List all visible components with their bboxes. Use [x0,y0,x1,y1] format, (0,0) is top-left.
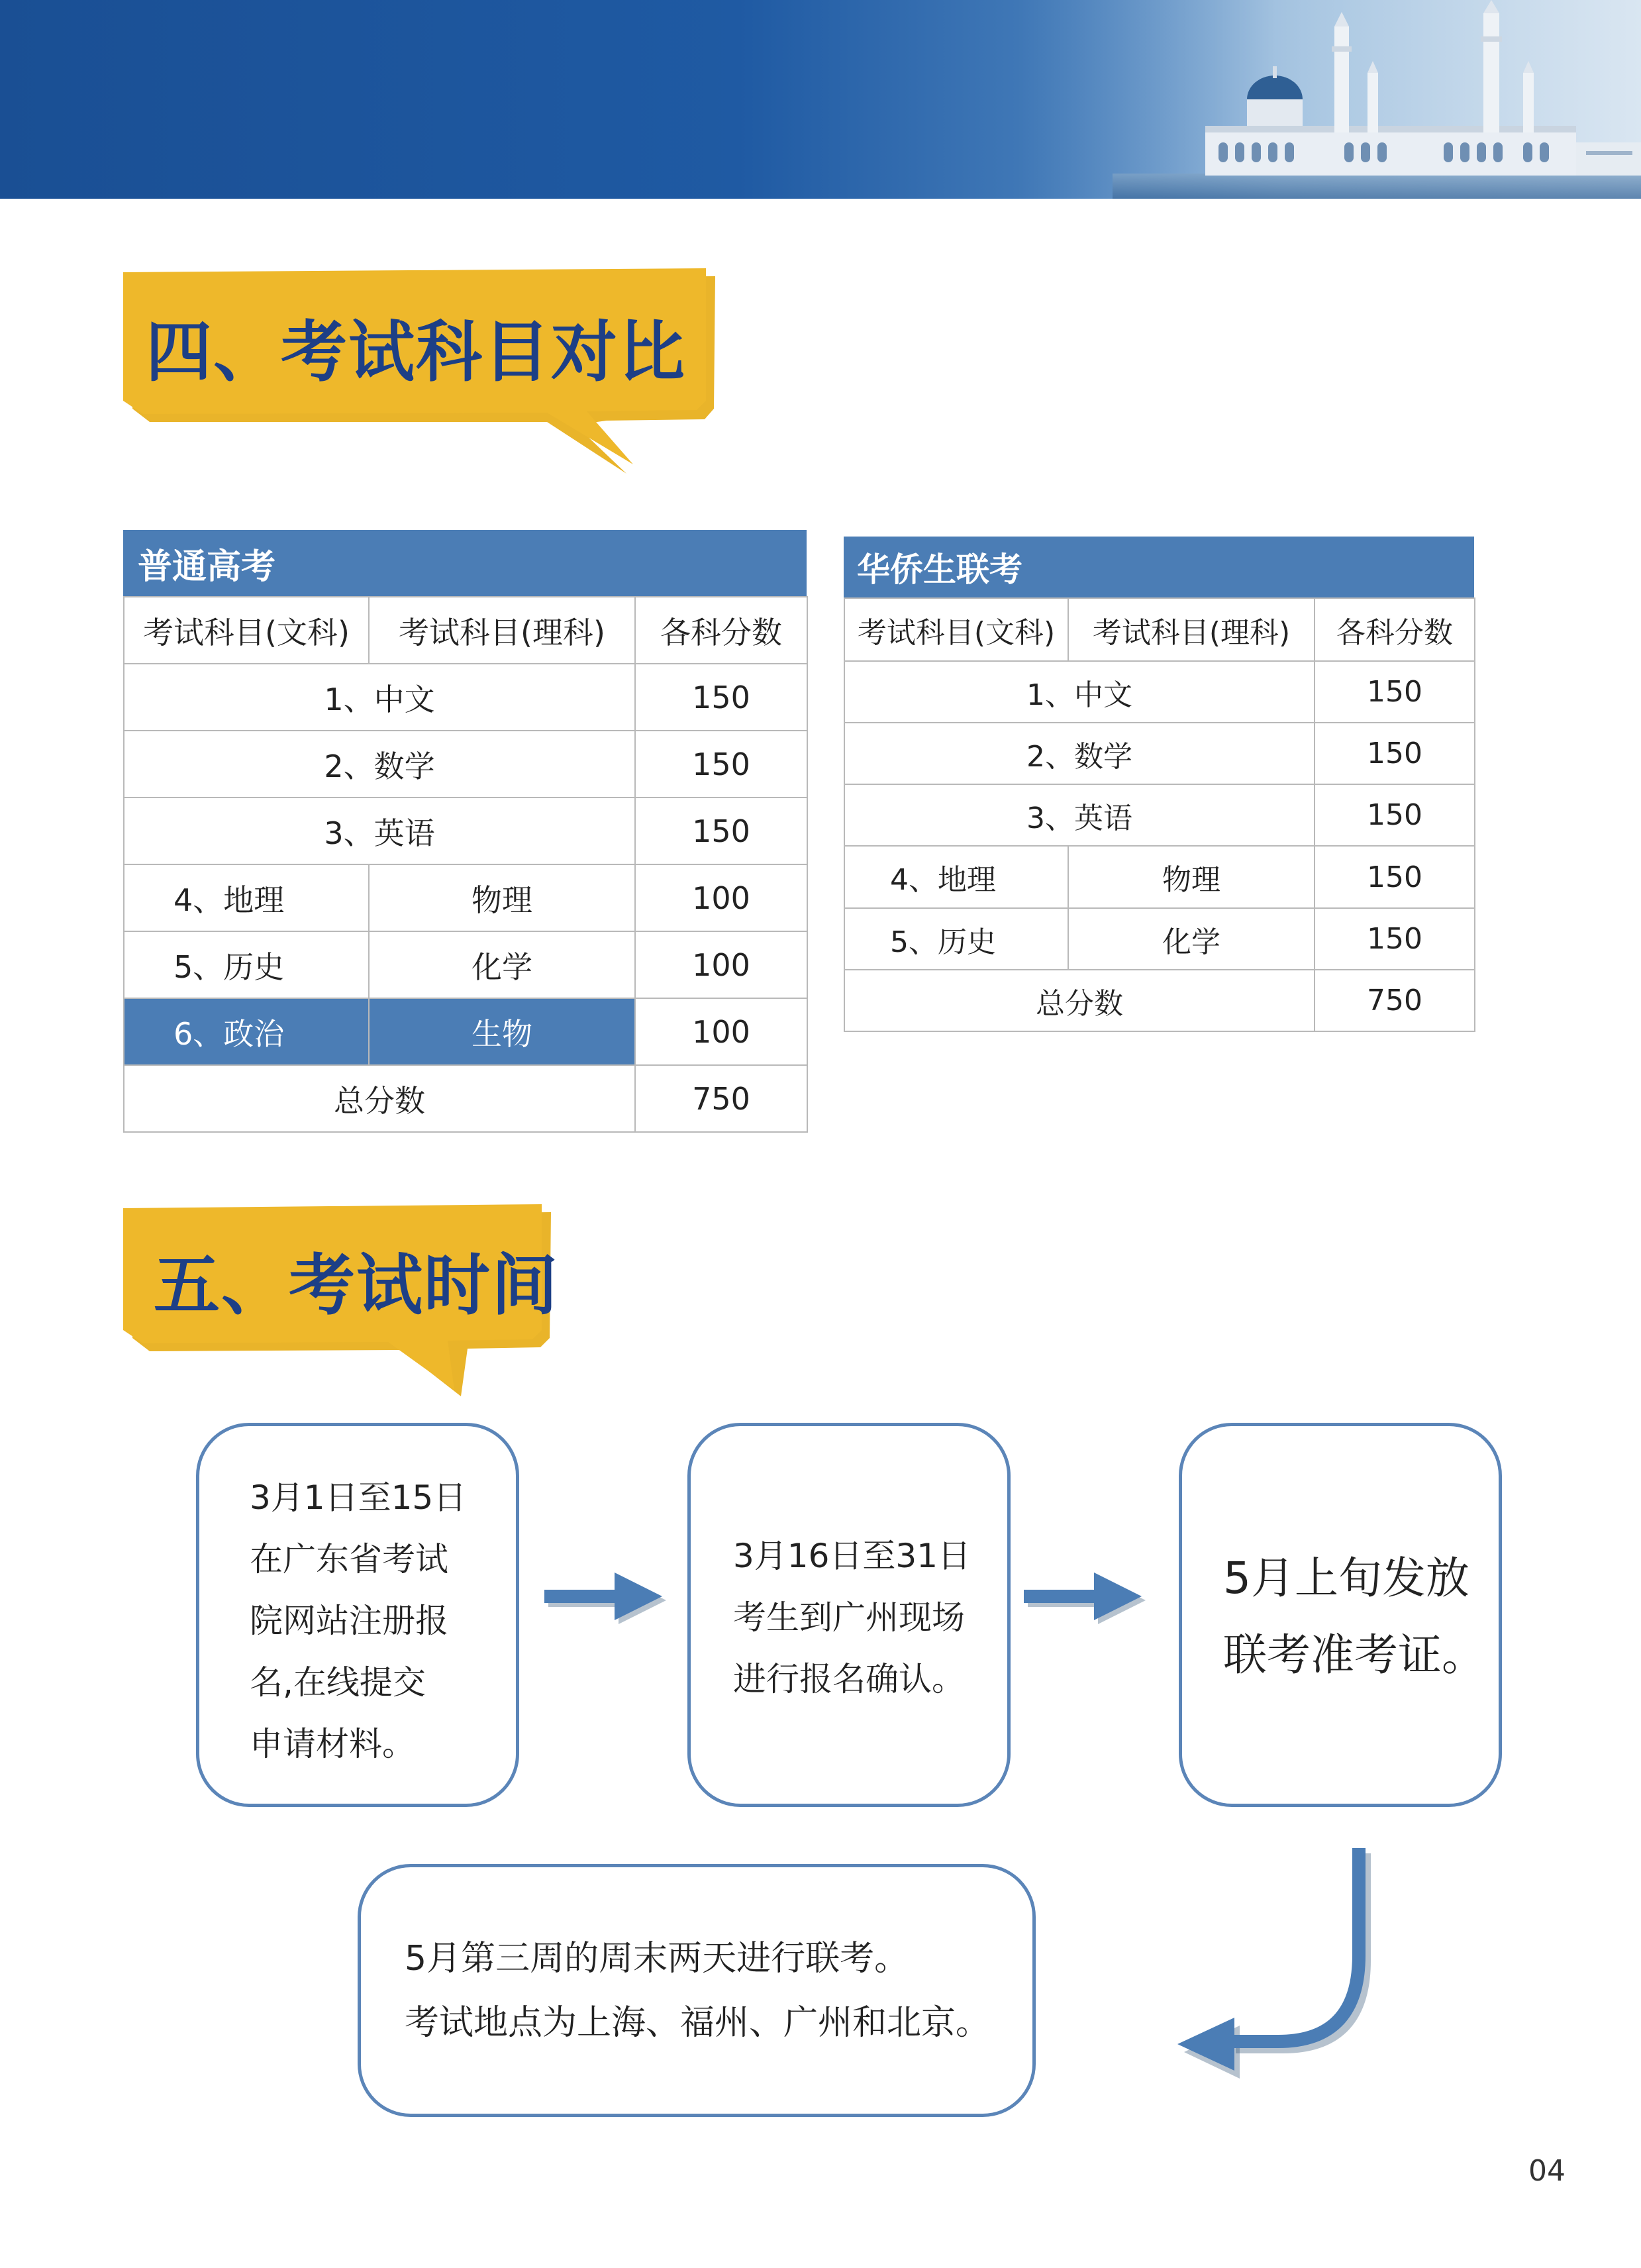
table-row [124,731,807,798]
table-row-highlighted [124,998,807,1065]
lianka-table [844,537,1474,1032]
lianka-table-title [844,537,1474,597]
lianka-grid [844,597,1475,1032]
science-subject-cell: 物理 [369,864,635,931]
subject-cell: 2、数学 [124,731,635,798]
step-3-line: 5月上旬发放 [1223,1553,1469,1604]
lianka-table-name: 华侨生联考 [857,550,1022,589]
table-row [844,908,1475,970]
total-label-cell: 总分数 [844,970,1315,1031]
step-3-line: 联考准考证。 [1223,1629,1485,1680]
score-cell: 100 [635,998,807,1065]
header-arts: 考试科目(文科) [844,598,1068,661]
table-header-row [124,597,807,664]
section4-title: 四、考试科目对比 [146,313,686,391]
arts-subject-cell: 5、历史 [844,908,1068,970]
gaokao-table-name: 普通高考 [138,546,276,587]
step-1-line: 申请材料。 [250,1725,415,1763]
subject-cell: 3、英语 [844,784,1315,846]
science-subject-cell: 生物 [369,998,635,1065]
step-1-line: 名,在线提交 [250,1663,426,1702]
score-cell: 150 [635,798,807,864]
timeline-step-3 [1179,1423,1502,1807]
arrow-right-icon [544,1567,670,1628]
subject-cell: 3、英语 [124,798,635,864]
step-1-line: 院网站注册报 [250,1602,448,1640]
curved-arrow-icon [1177,1848,1383,2093]
step-2-line: 进行报名确认。 [733,1660,965,1698]
header-score: 各科分数 [635,597,807,664]
step-2-line: 考生到广州现场 [733,1598,965,1637]
table-row [844,723,1475,784]
table-row [844,846,1475,908]
step-2-line: 3月16日至31日 [733,1537,971,1575]
table-row [124,864,807,931]
total-score-cell: 750 [635,1065,807,1132]
table-row [124,798,807,864]
subject-cell: 2、数学 [844,723,1315,784]
header-banner [0,0,1641,199]
arts-subject-cell: 5、历史 [124,931,369,998]
header-arts: 考试科目(文科) [124,597,369,664]
step-2-text [733,1525,971,1710]
gaokao-table [123,530,807,1133]
step-1-text [250,1467,466,1775]
step-1-line: 在广东省考试 [250,1540,448,1578]
gaokao-grid [123,596,808,1133]
table-header-row [844,598,1475,661]
arts-subject-cell: 4、地理 [124,864,369,931]
arts-subject-cell: 4、地理 [844,846,1068,908]
timeline-step-4 [358,1864,1036,2117]
arts-subject-cell: 6、政治 [124,998,369,1065]
subject-cell: 1、中文 [844,661,1315,723]
science-subject-cell: 化学 [1068,908,1315,970]
gaokao-table-title [123,530,807,596]
step-1-line: 3月1日至15日 [250,1478,467,1517]
table-total-row [124,1065,807,1132]
mosque-skyline-image [1033,0,1641,199]
total-score-cell: 750 [1315,970,1475,1031]
header-science: 考试科目(理科) [1068,598,1315,661]
timeline-step-1 [196,1423,519,1807]
timeline-step-2 [687,1423,1011,1807]
score-cell: 150 [1315,908,1475,970]
score-cell: 150 [1315,846,1475,908]
score-cell: 100 [635,931,807,998]
score-cell: 150 [1315,723,1475,784]
table-total-row [844,970,1475,1031]
score-cell: 150 [635,664,807,731]
table-row [124,664,807,731]
table-row [844,784,1475,846]
section5-heading [123,1204,560,1403]
science-subject-cell: 物理 [1068,846,1315,908]
table-row [124,931,807,998]
score-cell: 150 [1315,661,1475,723]
step-4-line: 考试地点为上海、福州、广州和北京。 [405,2003,991,2043]
subject-cell: 1、中文 [124,664,635,731]
step-4-text [405,1927,990,2055]
arrow-right-icon [1024,1567,1150,1628]
page-number: 04 [1528,2154,1566,2188]
science-subject-cell: 化学 [369,931,635,998]
step-3-text [1223,1540,1485,1694]
step-4-line: 5月第三周的周末两天进行联考。 [405,1939,909,1979]
section4-heading [123,268,719,480]
score-cell: 150 [635,731,807,798]
header-score: 各科分数 [1315,598,1475,661]
score-cell: 100 [635,864,807,931]
score-cell: 150 [1315,784,1475,846]
total-label-cell: 总分数 [124,1065,635,1132]
table-row [844,661,1475,723]
section5-title: 五、考试时间 [154,1247,559,1324]
header-science: 考试科目(理科) [369,597,635,664]
